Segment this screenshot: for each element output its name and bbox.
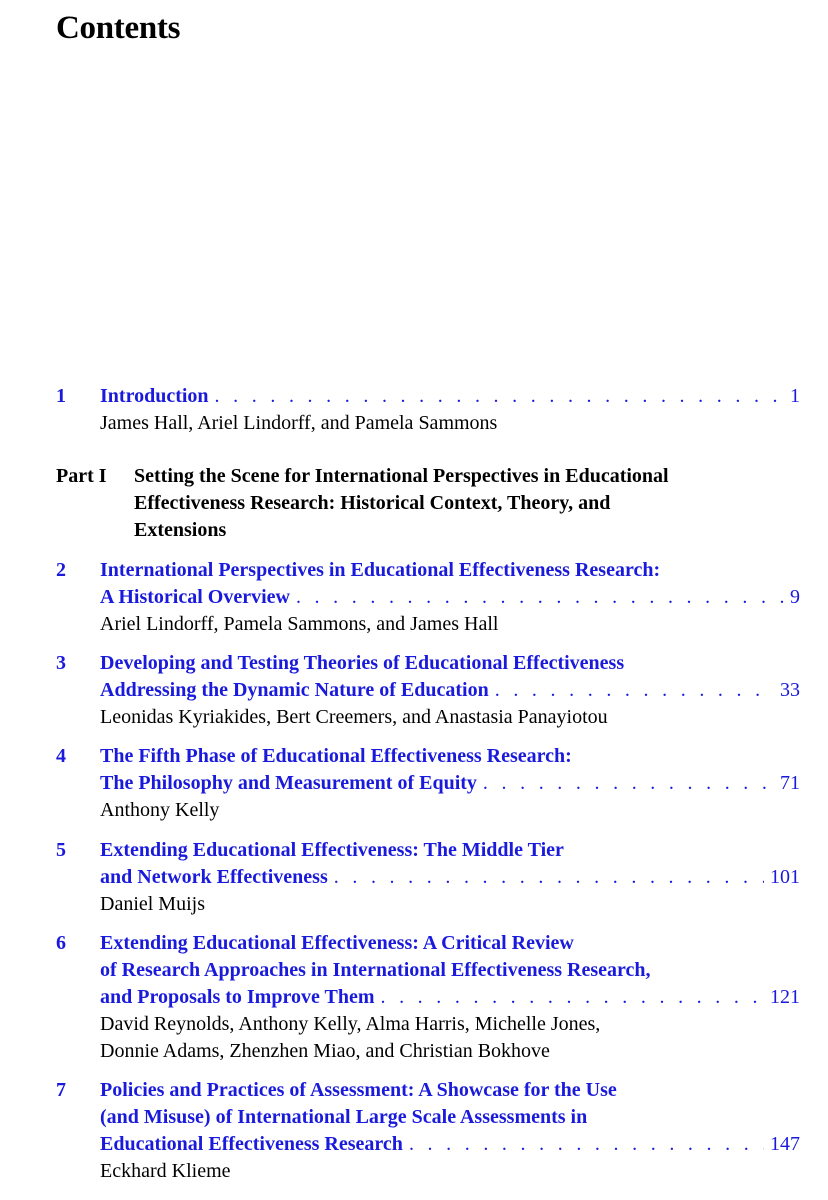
chapter-authors: Anthony Kelly <box>100 799 220 821</box>
chapter-body <box>100 837 798 918</box>
dot-leader <box>296 584 784 611</box>
chapter-number: 2 <box>56 559 66 581</box>
part-title-line: Effectiveness Research: Historical Context, Theory, and <box>134 492 611 514</box>
page-number-link[interactable]: 71 <box>780 772 800 794</box>
chapter-title-line[interactable] <box>100 584 798 611</box>
chapter-title-line[interactable] <box>100 677 798 704</box>
chapter-number: 6 <box>56 932 66 954</box>
page-number-link[interactable]: 121 <box>770 986 800 1008</box>
chapter-title-line[interactable] <box>100 984 798 1011</box>
chapter-title-link[interactable]: The Philosophy and Measurement of Equity <box>100 772 477 794</box>
chapter-title-link[interactable]: Policies and Practices of Assessment: A Showcase for the Use <box>100 1079 617 1101</box>
chapter-title-link[interactable]: of Research Approaches in International Effectiveness Research, <box>100 959 651 981</box>
chapter-title-line[interactable] <box>100 770 798 797</box>
chapter-number: 5 <box>56 839 66 861</box>
part-label: Part I <box>56 465 107 487</box>
chapter-title-link[interactable]: Educational Effectiveness Research <box>100 1133 403 1155</box>
chapter-title-line[interactable] <box>100 1131 798 1158</box>
chapter-authors: James Hall, Ariel Lindorff, and Pamela Sammons <box>100 412 498 434</box>
chapter-number: 4 <box>56 745 66 767</box>
chapter-title-line[interactable] <box>100 383 798 410</box>
chapter-title-link[interactable]: Addressing the Dynamic Nature of Education <box>100 679 489 701</box>
chapter-title-link[interactable]: and Proposals to Improve Them <box>100 986 375 1008</box>
page-title: Contents <box>56 10 181 46</box>
chapter-body <box>100 557 798 638</box>
part-title-line: Extensions <box>134 519 227 541</box>
chapter-title-link[interactable]: Extending Educational Effectiveness: A Critical Review <box>100 932 574 954</box>
page-number-link[interactable]: 101 <box>770 866 800 888</box>
chapter-authors: Leonidas Kyriakides, Bert Creemers, and Anastasia Panayiotou <box>100 706 608 728</box>
page-number-link[interactable]: 1 <box>790 385 800 407</box>
dot-leader <box>215 383 784 410</box>
chapter-authors: Donnie Adams, Zhenzhen Miao, and Christian Bokhove <box>100 1040 550 1062</box>
chapter-title-link[interactable]: and Network Effectiveness <box>100 866 328 888</box>
dot-leader <box>495 677 774 704</box>
page-number-link[interactable]: 33 <box>780 679 800 701</box>
chapter-authors: David Reynolds, Anthony Kelly, Alma Harris, Michelle Jones, <box>100 1013 601 1035</box>
chapter-title-line[interactable] <box>100 864 798 891</box>
chapter-body <box>100 650 798 731</box>
chapter-authors: Eckhard Klieme <box>100 1160 231 1182</box>
chapter-body <box>100 1077 798 1185</box>
chapter-title-link[interactable]: A Historical Overview <box>100 586 290 608</box>
chapter-body <box>100 930 798 1065</box>
page-number-link[interactable]: 147 <box>770 1133 800 1155</box>
chapter-number: 1 <box>56 385 66 407</box>
chapter-title-link[interactable]: The Fifth Phase of Educational Effectiveness Research: <box>100 745 572 767</box>
dot-leader <box>409 1131 764 1158</box>
chapter-authors: Ariel Lindorff, Pamela Sammons, and James Hall <box>100 613 499 635</box>
part-title-line: Setting the Scene for International Perspectives in Educational <box>134 465 669 487</box>
page-number-link[interactable]: 9 <box>790 586 800 608</box>
chapter-title-link[interactable]: (and Misuse) of International Large Scale Assessments in <box>100 1106 588 1128</box>
chapter-title-link[interactable]: Extending Educational Effectiveness: The Middle Tier <box>100 839 564 861</box>
chapter-number: 3 <box>56 652 66 674</box>
part-title <box>134 463 669 544</box>
chapter-number: 7 <box>56 1079 66 1101</box>
chapter-title-link[interactable]: Developing and Testing Theories of Educational Effectiveness <box>100 652 625 674</box>
dot-leader <box>334 864 764 891</box>
dot-leader <box>483 770 774 797</box>
chapter-body <box>100 743 798 824</box>
chapter-title-link[interactable]: International Perspectives in Educational Effectiveness Research: <box>100 559 661 581</box>
chapter-authors: Daniel Muijs <box>100 893 205 915</box>
chapter-title-link[interactable]: Introduction <box>100 385 209 407</box>
dot-leader <box>380 984 764 1011</box>
chapter-body <box>100 383 798 437</box>
